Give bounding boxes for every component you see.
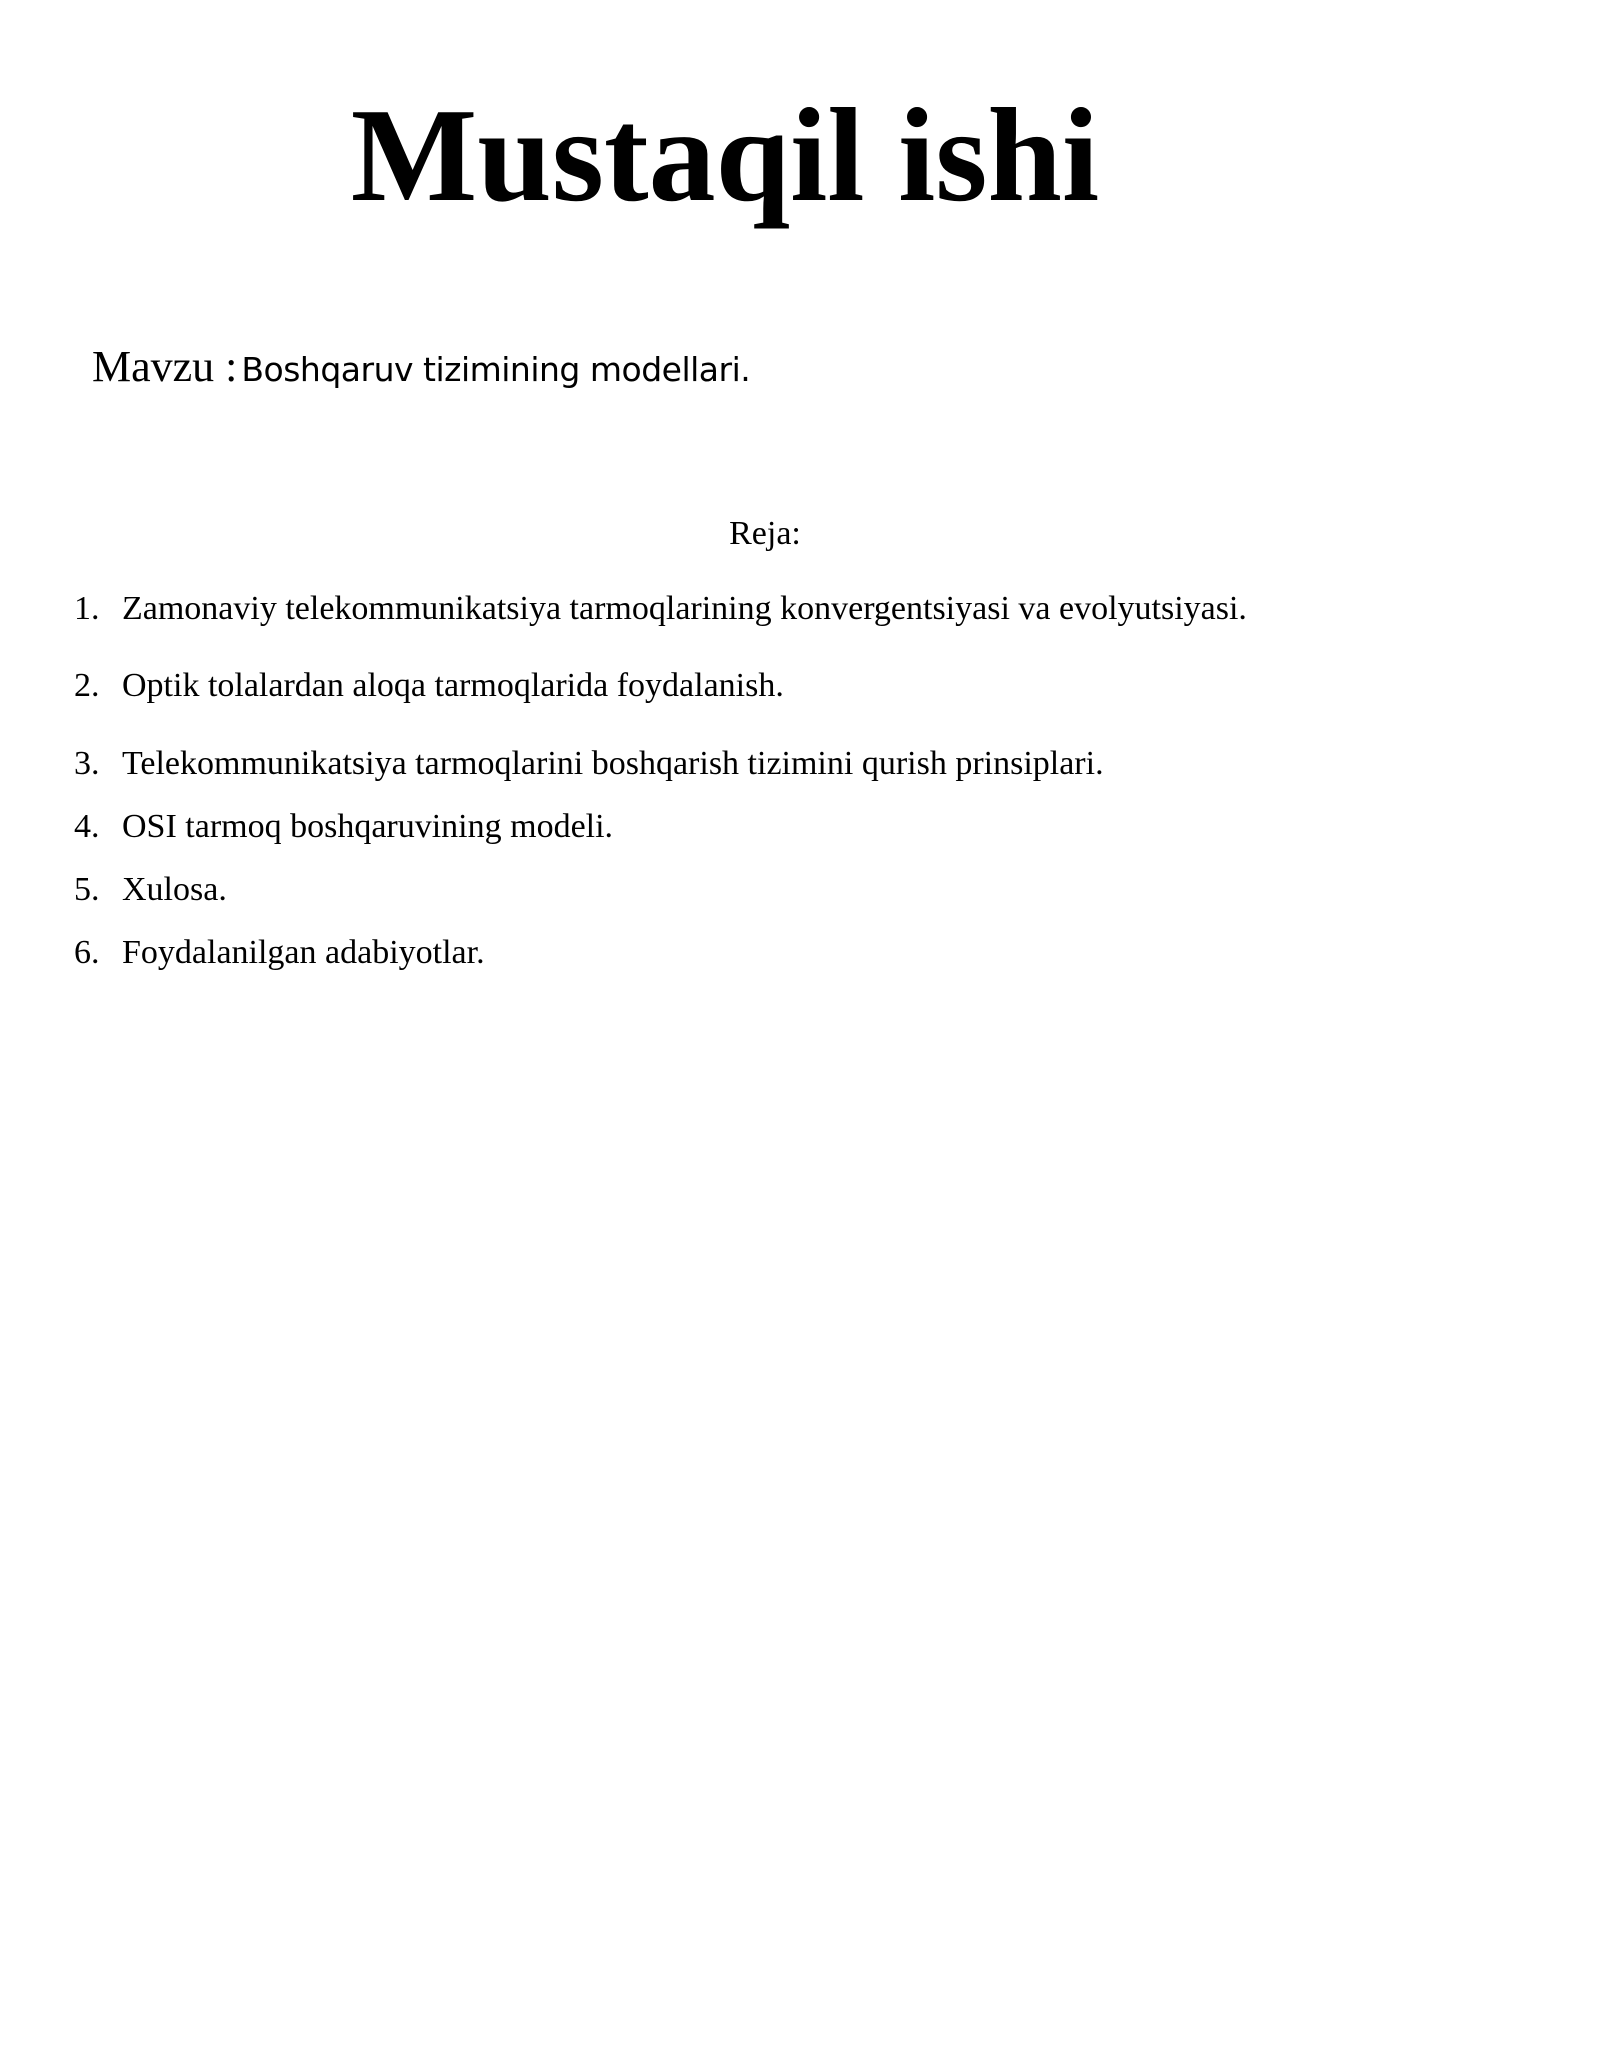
plan-heading: Reja: bbox=[729, 515, 801, 552]
plan-item-number: 3. bbox=[74, 745, 100, 782]
plan-item-text: Foydalanilgan adabiyotlar. bbox=[122, 934, 485, 971]
topic-line bbox=[92, 342, 750, 402]
plan-item bbox=[74, 587, 1247, 631]
plan-item bbox=[74, 742, 1104, 786]
plan-item-text: Zamonaviy telekommunikatsiya tarmoqlarining konvergentsiyasi va evolyutsiyasi. bbox=[122, 590, 1247, 627]
plan-item bbox=[74, 664, 784, 708]
plan-item-text: Xulosa. bbox=[122, 871, 227, 908]
plan-item-text: Optik tolalardan aloqa tarmoqlarida foydalanish. bbox=[122, 667, 784, 704]
plan-item bbox=[74, 868, 227, 912]
plan-item-number: 2. bbox=[74, 667, 100, 704]
plan-item bbox=[74, 931, 485, 975]
topic-label: Mavzu : bbox=[92, 342, 238, 391]
topic-value: Boshqaruv tizimining modellari. bbox=[241, 350, 751, 389]
document-title: Mustaqil ishi bbox=[350, 81, 1100, 229]
plan-item-number: 1. bbox=[74, 590, 100, 627]
plan-item-number: 5. bbox=[74, 871, 100, 908]
plan-item-text: OSI tarmoq boshqaruvining modeli. bbox=[122, 808, 614, 845]
plan-item-number: 6. bbox=[74, 934, 100, 971]
plan-item-text: Telekommunikatsiya tarmoqlarini boshqarish tizimini qurish prinsiplari. bbox=[122, 745, 1104, 782]
plan-item-number: 4. bbox=[74, 808, 100, 845]
plan-item bbox=[74, 805, 613, 849]
